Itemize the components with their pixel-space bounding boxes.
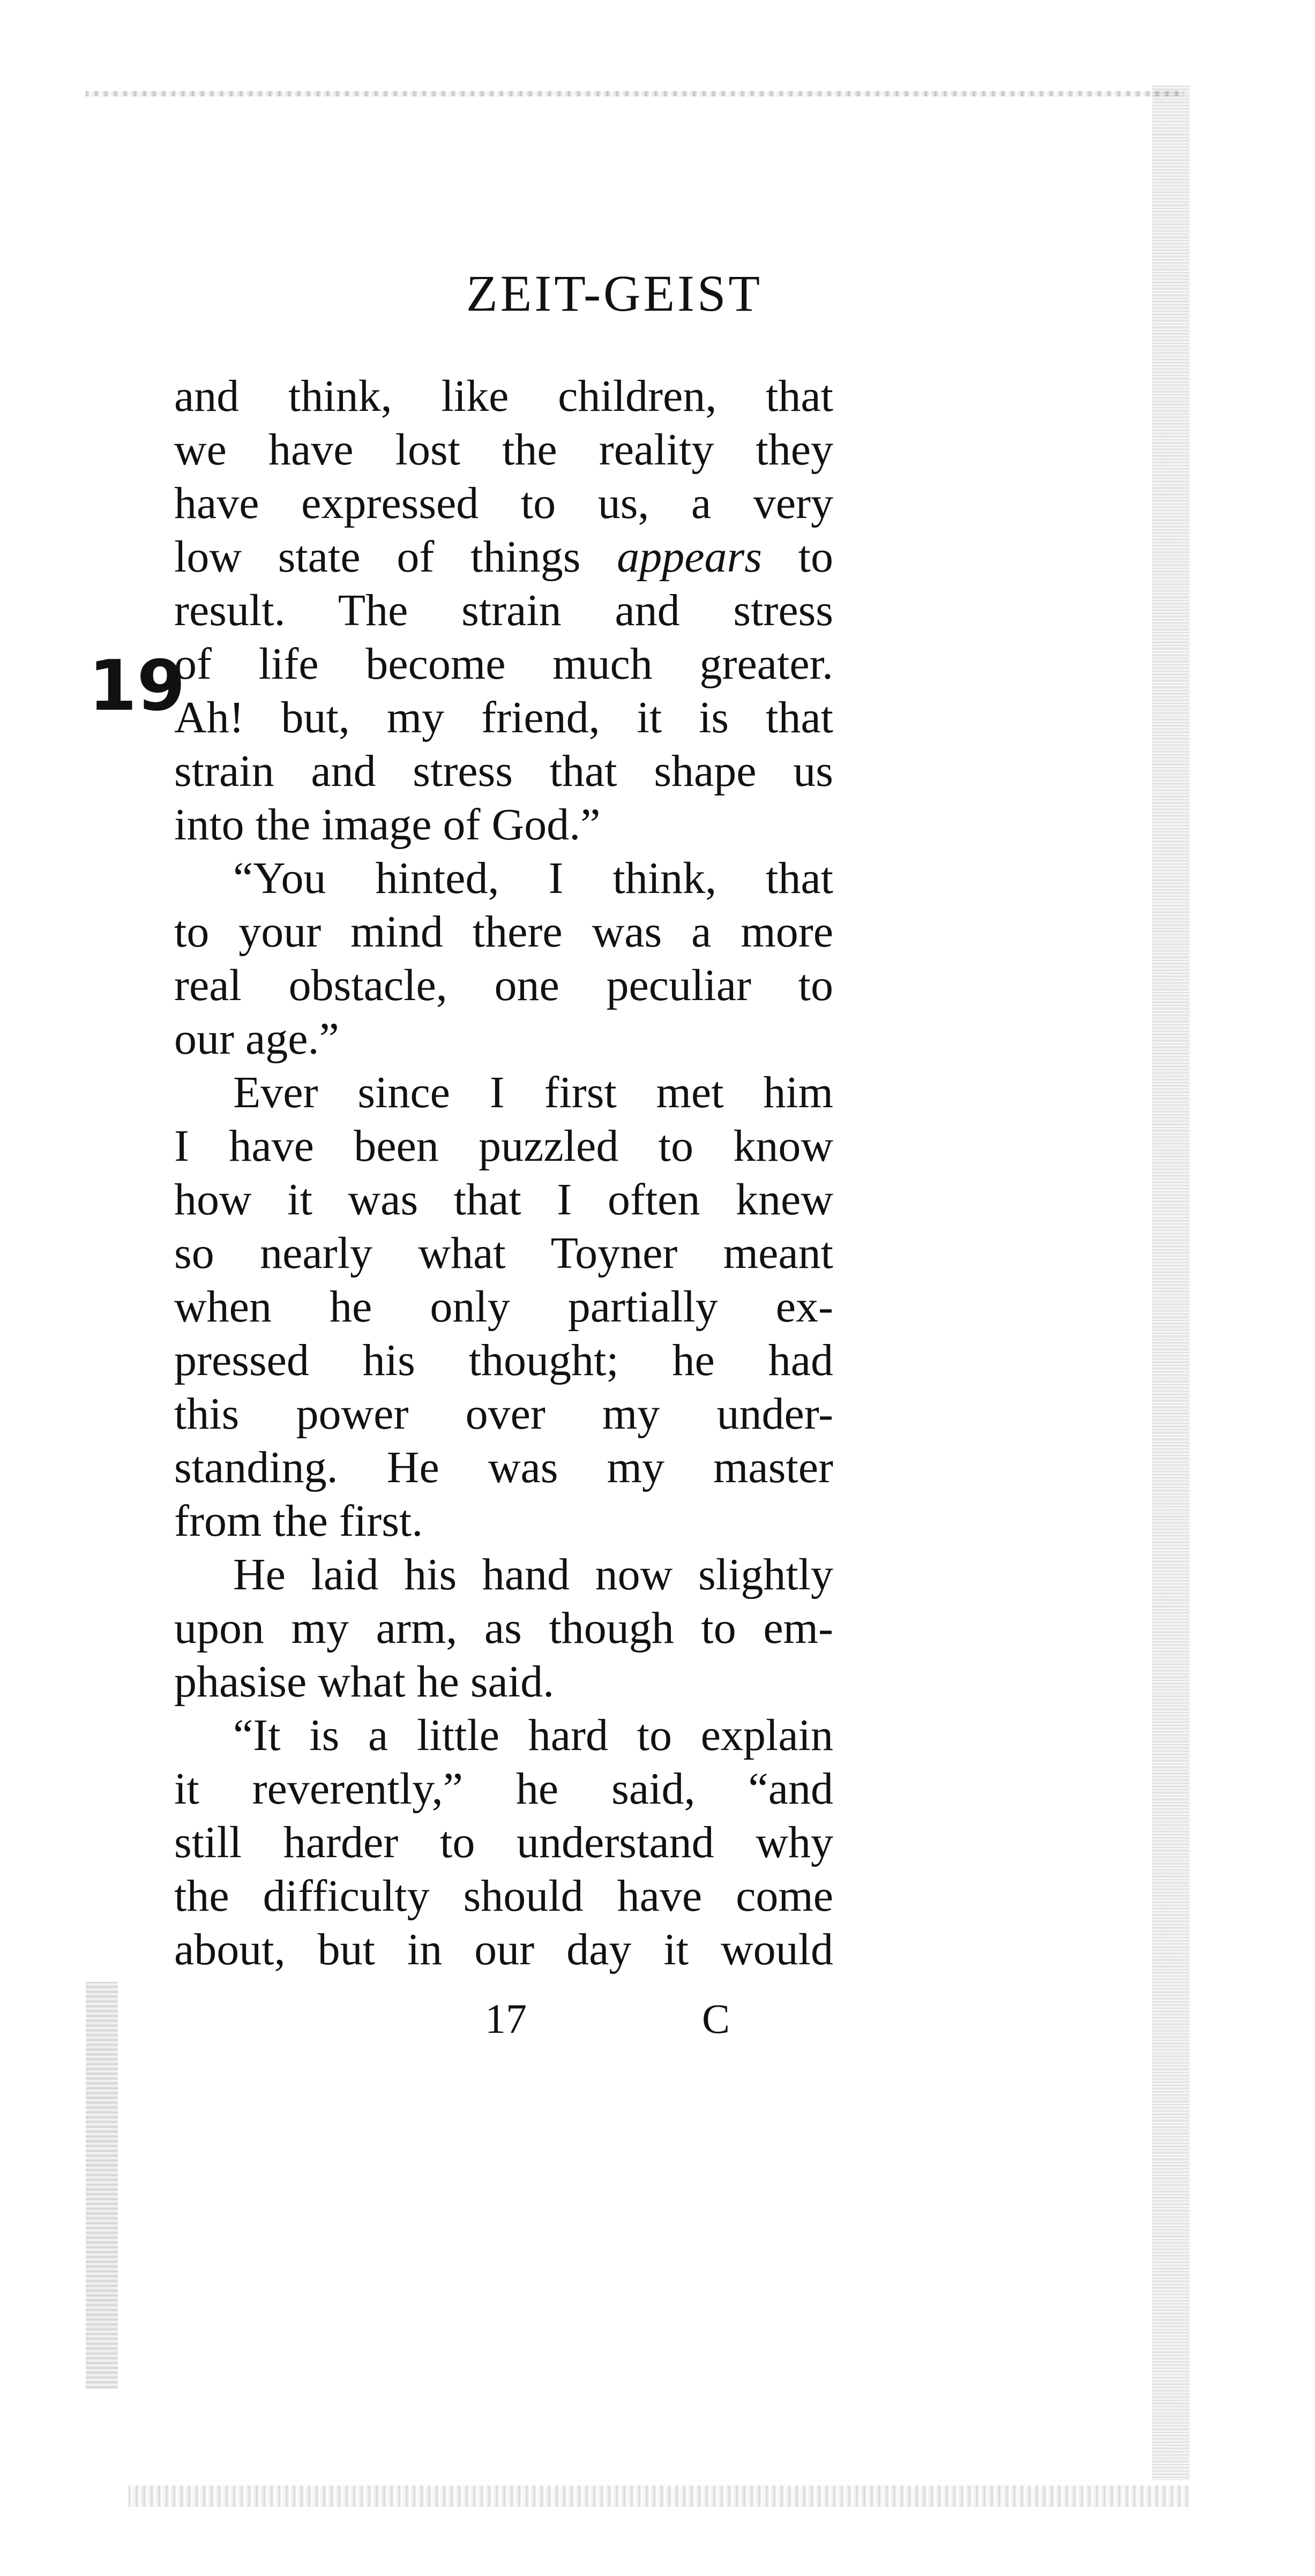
italic-emphasis: appears <box>617 532 762 582</box>
text-line: how it was that I often knew <box>174 1175 833 1225</box>
text-line: strain and stress that shape us <box>174 746 833 796</box>
text-line: from the first. <box>174 1496 423 1546</box>
body-text <box>174 370 833 1977</box>
text-line: still harder to understand why <box>174 1818 833 1867</box>
text-line: we have lost the reality they <box>174 425 833 475</box>
text-line: about, but in our day it would <box>174 1925 833 1974</box>
text-line: pressed his thought; he had <box>174 1335 833 1385</box>
running-head: ZEIT-GEIST <box>466 265 763 322</box>
text-line: standing. He was my master <box>174 1443 833 1492</box>
text-line: when he only partially ex- <box>174 1282 833 1332</box>
text-line: real obstacle, one peculiar to <box>174 960 833 1010</box>
text-line: “You hinted, I think, that <box>233 853 833 903</box>
text-line: result. The strain and stress <box>174 585 833 635</box>
text-line: of life become much greater. <box>174 639 833 689</box>
text-line: phasise what he said. <box>174 1657 555 1707</box>
text-line: low state of things appears to <box>174 532 833 582</box>
text-line: our age.” <box>174 1014 339 1064</box>
text-line: He laid his hand now slightly <box>233 1550 833 1599</box>
text-line: Ever since I first met him <box>233 1068 833 1117</box>
scan-edge-left <box>86 1982 118 2389</box>
text-line: this power over my under- <box>174 1389 833 1439</box>
scan-edge-top <box>86 91 1184 96</box>
signature-mark: C <box>702 1995 730 2042</box>
text-line: have expressed to us, a very <box>174 478 833 528</box>
text-line: so nearly what Toyner meant <box>174 1228 833 1278</box>
text-line: into the image of God.” <box>174 800 601 850</box>
scan-edge-right <box>1152 86 1190 2480</box>
text-line: the difficulty should have come <box>174 1871 833 1921</box>
page-number: 17 <box>485 1995 527 2042</box>
text-line: and think, like children, that <box>174 371 833 421</box>
scan-edge-bottom <box>129 2485 1190 2507</box>
text-line: it reverently,” he said, “and <box>174 1764 833 1814</box>
text-line: I have been puzzled to know <box>174 1121 833 1171</box>
text-line: to your mind there was a more <box>174 907 833 957</box>
handwritten-margin-note: 19 <box>88 645 185 726</box>
text-line: upon my arm, as though to em- <box>174 1603 833 1653</box>
text-line: “It is a little hard to explain <box>233 1710 833 1760</box>
text-line: Ah! but, my friend, it is that <box>174 693 833 742</box>
